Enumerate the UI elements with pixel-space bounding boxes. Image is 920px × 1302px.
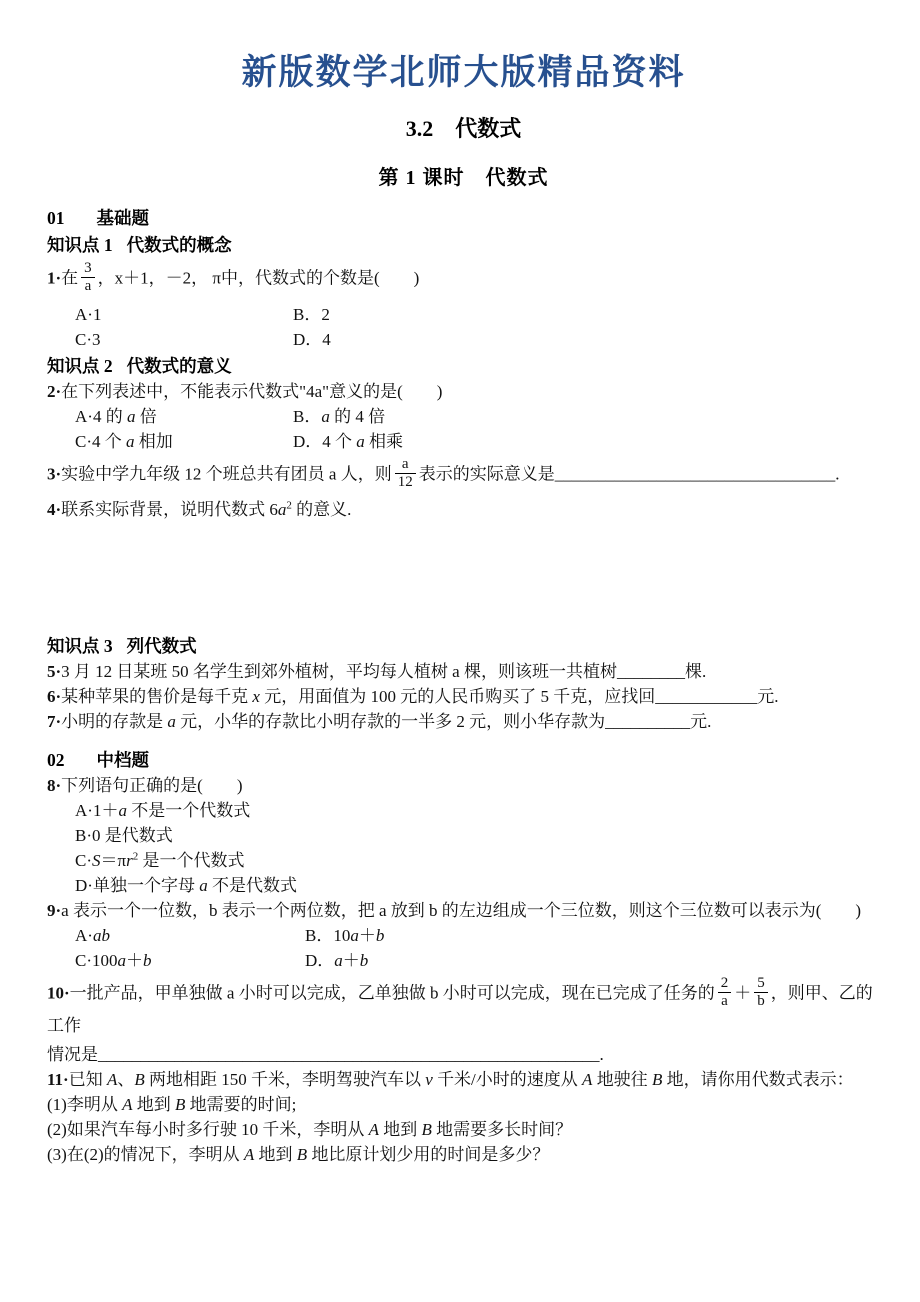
option-d-plus: ＋ (342, 951, 360, 970)
option-b-var: a (321, 406, 330, 426)
option-c (75, 429, 293, 454)
question-7-end: 元. (690, 712, 712, 731)
question-5-end: 棵. (684, 662, 707, 681)
option-c-text2: 相加 (134, 431, 173, 451)
option-b (293, 404, 385, 429)
question-4-end: 的意义. (291, 500, 352, 519)
fraction-5-over-b (754, 975, 768, 1011)
question-3-mid: 表示的实际意义是 (418, 464, 555, 484)
question-11-var-B: B (651, 1069, 663, 1089)
question-11-seg: 已知 (68, 1069, 107, 1089)
option-b (305, 923, 384, 948)
question-6-number: 6· (47, 687, 62, 706)
question-8-body: 下列语句正确的是( ) (61, 776, 243, 795)
question-8-number: 8· (47, 776, 62, 795)
option-d-var-a: a (334, 951, 343, 970)
option-d-var-b: b (359, 951, 369, 970)
section-01-header (47, 206, 880, 231)
question-4-text (47, 497, 880, 522)
question-11-var-v: v (425, 1069, 433, 1089)
question-2-options-row-2 (47, 429, 880, 454)
answer-blank: ___________________________________________________________ (98, 1044, 600, 1064)
fraction-denominator: b (754, 992, 768, 1010)
question-2-number: 2· (47, 381, 62, 401)
question-11-var-B: B (134, 1069, 145, 1089)
question-1-options-row-1 (47, 302, 880, 327)
question-11-part-2 (47, 1117, 880, 1142)
question-7-pre: 小明的存款是 (61, 712, 168, 731)
question-4-exponent: 2 (286, 499, 292, 512)
option-d-text2: 不是代数式 (207, 876, 297, 895)
option-b-text: B． (293, 406, 322, 426)
option-d-var: a (199, 876, 208, 895)
option-c-exponent: 2 (132, 850, 139, 863)
option-c-var: a (126, 431, 135, 451)
part-3-seg: (3)在(2)的情况下，李明从 (47, 1144, 244, 1164)
question-1-number: 1· (47, 268, 62, 288)
option-c-eq: ＝π (100, 851, 127, 870)
question-10-post: ，则甲、乙的工作 (47, 983, 873, 1035)
knowledge-point-3 (47, 634, 880, 659)
question-8-option-c (47, 848, 880, 873)
option-b-text2: 的 4 倍 (329, 406, 386, 426)
option-a-text2: 不是一个代数式 (126, 801, 251, 820)
section-02-number: 02 (47, 750, 65, 770)
part-2-var-A: A (368, 1119, 379, 1139)
question-3-pre: 实验中学九年级 12 个班总共有团员 a 人，则 (61, 464, 392, 484)
question-10-end: . (599, 1044, 604, 1064)
question-11-seg: 地驶往 (592, 1069, 652, 1089)
question-1-text (47, 262, 880, 298)
fraction-numerator: 2 (720, 975, 729, 991)
question-4-pre: 联系实际背景，说明代数式 6 (61, 500, 278, 519)
fraction-numerator: 5 (757, 975, 765, 991)
knowledge-point-2-name: 代数式的意义 (126, 355, 232, 376)
question-10-text (47, 977, 880, 1038)
option-c-plus: ＋ (126, 951, 143, 970)
option-a: A·1 (75, 304, 102, 324)
question-10-line2-pre: 情况是 (47, 1044, 98, 1064)
question-9-body: a 表示一个一位数，b 表示一个两位数，把 a 放到 b 的左边组成一个三位数，则这个三位数可以表示为( ) (61, 901, 862, 920)
option-c-var-a: a (117, 951, 126, 970)
fraction-numerator: 3 (84, 260, 92, 276)
knowledge-point-2 (47, 354, 880, 379)
question-6-end: 元. (757, 687, 779, 706)
part-3-var-A: A (243, 1144, 255, 1164)
part-3-var-B: B (296, 1144, 308, 1164)
question-6-text (47, 684, 880, 709)
question-11-seg: 两地相距 150 千米，李明驾驶汽车以 (144, 1069, 426, 1089)
question-1-pre: 在 (61, 268, 79, 288)
option-d-text: D．4 个 (293, 431, 357, 451)
option-d-var: a (356, 431, 365, 451)
option-c: C·3 (75, 329, 101, 349)
question-11-seg: 、 (117, 1069, 135, 1089)
section-01-name: 基础题 (96, 208, 149, 228)
part-1-seg: 地到 (132, 1094, 175, 1114)
option-c-var-b: b (143, 951, 152, 970)
knowledge-point-2-label: 知识点 2 (47, 355, 113, 376)
part-1-seg: 地需要的时间; (185, 1094, 297, 1114)
option-b-plus: ＋ (358, 926, 376, 945)
fraction-2-over-a (718, 975, 732, 1011)
option-b-var-b: b (375, 926, 385, 945)
question-10-number: 10· (47, 983, 70, 1003)
question-11-seg: 地，请你用代数式表示： (662, 1069, 854, 1089)
option-b-text: B．10 (305, 926, 351, 945)
knowledge-point-3-name: 列代数式 (126, 636, 197, 656)
question-10-pre: 一批产品，甲单独做 a 小时可以完成，乙单独做 b 小时可以完成，现在已完成了任务的 (69, 983, 715, 1003)
option-c-text2: 是一个代数式 (138, 851, 245, 870)
part-3-seg: 地到 (254, 1144, 297, 1164)
option-a (75, 923, 305, 948)
option-c-var-r: r (126, 851, 133, 870)
question-7-var: a (167, 712, 176, 731)
question-8-option-d (47, 873, 880, 898)
question-3-text (47, 455, 880, 494)
question-1-post: ，x＋1，－2， π中，代数式的个数是( ) (97, 268, 420, 288)
fraction-3-over-a (81, 260, 95, 296)
question-2-body: 在下列表述中，不能表示代数式"4a"意义的是( ) (61, 381, 443, 401)
option-a-expr: ab (92, 926, 110, 945)
question-2-options-row-1 (47, 404, 880, 429)
question-11-number: 11· (47, 1069, 69, 1089)
part-1-seg: (1)李明从 (47, 1094, 123, 1114)
knowledge-point-1-label: 知识点 1 (47, 235, 113, 255)
part-3-seg: 地比原计划少用的时间是多少？ (307, 1144, 550, 1164)
question-5-number: 5· (47, 662, 62, 681)
question-9-options-row-2 (47, 948, 880, 973)
option-d-text2: 相乘 (364, 431, 404, 451)
question-8-option-a (47, 798, 880, 823)
fraction-denominator: 12 (395, 473, 416, 491)
knowledge-point-3-label: 知识点 3 (47, 636, 113, 656)
option-c-text: C·100 (75, 951, 118, 970)
answer-blank: ________ (616, 662, 685, 681)
option-d-text: D． (305, 951, 335, 970)
option-c (75, 948, 305, 973)
option-a (75, 404, 293, 429)
part-2-seg: 地需要多长时间？ (431, 1119, 573, 1139)
question-7-text (47, 709, 880, 734)
knowledge-point-1-name: 代数式的概念 (126, 235, 232, 255)
question-8-option-b (47, 823, 880, 848)
part-2-seg: (2)如果汽车每小时多行驶 10 千米，李明从 (47, 1119, 369, 1139)
option-d (305, 948, 368, 973)
part-1-var-A: A (122, 1094, 133, 1114)
question-11-var-A: A (582, 1069, 593, 1089)
option-a-text: A·1＋ (75, 801, 119, 820)
question-3-end: . (835, 464, 840, 484)
question-7-number: 7· (47, 712, 62, 731)
answer-blank: ____________ (655, 687, 758, 706)
section-02-name: 中档题 (96, 750, 149, 770)
option-c-var-s: S (92, 851, 101, 870)
option-a-text: A· (75, 926, 93, 945)
question-9-text (47, 898, 880, 923)
question-8-text (47, 773, 880, 798)
question-3-number: 3· (47, 464, 62, 484)
question-5-pre: 3 月 12 日某班 50 名学生到郊外植树，平均每人植树 a 棵，则该班一共植树 (61, 662, 617, 681)
question-6-var: x (252, 687, 260, 706)
question-10-plus: ＋ (734, 983, 752, 1003)
part-2-seg: 地到 (378, 1119, 422, 1139)
option-b-var-a: a (350, 926, 359, 945)
option-a-var: a (118, 801, 127, 820)
question-11-text (47, 1067, 880, 1092)
option-a-var: a (126, 406, 136, 426)
option-b: B．2 (293, 304, 330, 324)
section-01-number: 01 (47, 208, 65, 228)
option-d-text: D·单独一个字母 (75, 876, 200, 895)
answer-blank: _________________________________ (554, 464, 836, 484)
option-a-text: A·4 的 (75, 406, 127, 426)
fraction-denominator: a (718, 992, 732, 1010)
option-b-text: B·0 是代数式 (75, 826, 173, 845)
question-4-var: a (277, 500, 287, 519)
fraction-a-over-12 (395, 456, 416, 492)
question-4-number: 4· (47, 500, 62, 519)
question-9-options-row-1 (47, 923, 880, 948)
chapter-title: 3.2 代数式 (405, 116, 522, 141)
part-2-var-B: B (421, 1119, 432, 1139)
knowledge-point-1 (47, 233, 880, 258)
answer-blank: __________ (605, 712, 691, 731)
question-9-number: 9· (47, 901, 62, 920)
question-2-text (47, 379, 880, 404)
question-11-var-A: A (106, 1069, 118, 1089)
question-5-text (47, 659, 880, 684)
question-11-part-1 (47, 1092, 880, 1117)
option-c-text: C· (75, 851, 92, 870)
question-6-pre: 某种苹果的售价是每千克 (61, 687, 253, 706)
option-d: D．4 (293, 329, 331, 349)
question-11-seg: 千米/小时的速度从 (432, 1069, 583, 1089)
fraction-denominator: a (81, 277, 95, 295)
section-02-header (47, 748, 880, 773)
doc-title: 新版数学北师大版精品资料 (241, 53, 686, 92)
fraction-numerator: a (401, 455, 409, 472)
question-6-mid: 元，用面值为 100 元的人民币购买了 5 千克，应找回 (259, 687, 656, 706)
question-1-options-row-2 (47, 327, 880, 352)
question-10-line-2 (47, 1042, 880, 1067)
part-1-var-B: B (174, 1094, 186, 1114)
question-7-mid: 元，小华的存款比小明存款的一半多 2 元，则小华存款为 (175, 712, 606, 731)
option-a-text2: 倍 (135, 406, 157, 426)
option-c-text: C·4 个 (75, 431, 126, 451)
lesson-title: 第 1 课时 代数式 (378, 167, 549, 189)
option-d (293, 429, 403, 454)
question-11-part-3 (47, 1142, 880, 1167)
